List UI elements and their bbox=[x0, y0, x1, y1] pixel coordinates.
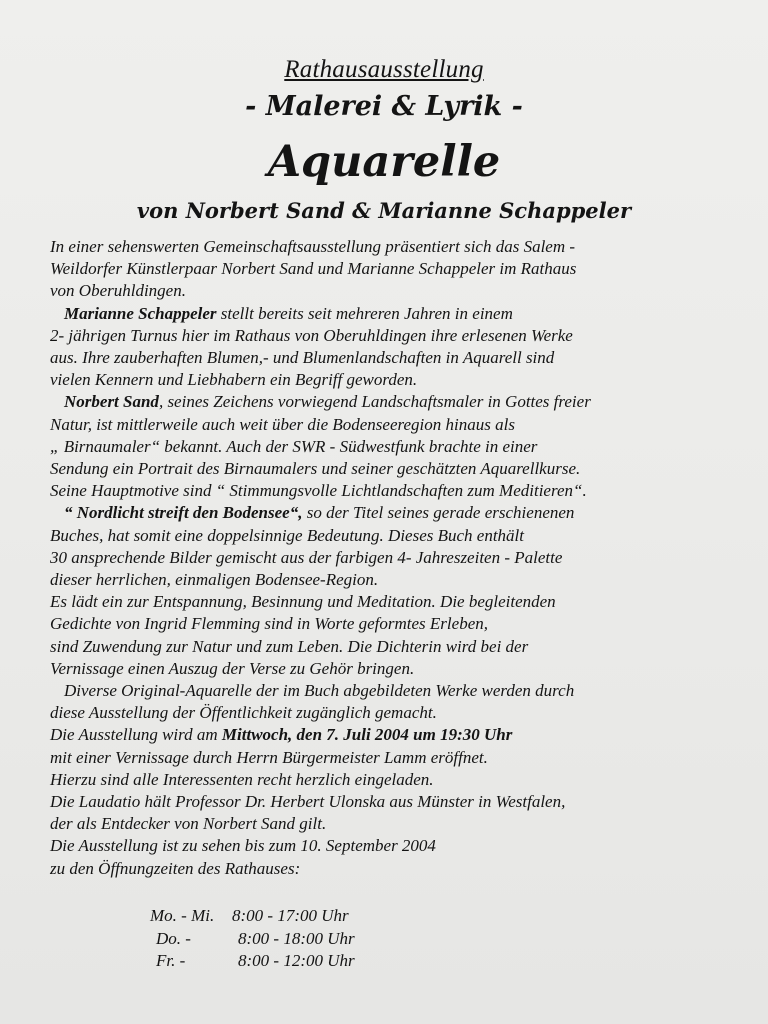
book-title: “ Nordlicht streift den Bodensee“, bbox=[64, 503, 303, 523]
text-line: zu den Öffnungzeiten des Rathauses: bbox=[50, 858, 301, 878]
text-line bbox=[50, 502, 750, 524]
text-line: 2- jährigen Turnus hier im Rathaus von Oberuhldingen ihre erlesenen Werke bbox=[50, 325, 573, 345]
hours-row bbox=[150, 905, 355, 928]
text-line: aus. Ihre zauberhaften Blumen,- und Blumenlandschaften in Aquarell sind bbox=[50, 348, 555, 368]
text-line: „ Birnaumaler“ bekannt. Auch der SWR - Südwestfunk brachte in einer bbox=[50, 436, 538, 456]
text-line: vielen Kennern und Liebhabern ein Begriff geworden. bbox=[50, 370, 418, 390]
article-body bbox=[50, 236, 750, 880]
hours-day: Mo. - Mi. bbox=[150, 906, 215, 925]
hours-row bbox=[150, 928, 355, 951]
text-line bbox=[50, 303, 750, 325]
hours-day: Fr. - bbox=[156, 951, 186, 970]
subtitle-heading: - Malerei & Lyrik - bbox=[245, 91, 523, 122]
text-line: Die Ausstellung ist zu sehen bis zum 10. September 2004 bbox=[50, 836, 436, 856]
text-line: Natur, ist mittlerweile auch weit über die Bodenseeregion hinaus als bbox=[50, 414, 515, 434]
text-line: von Oberuhldingen. bbox=[50, 281, 186, 301]
text-line: In einer sehenswerten Gemeinschaftsausstellung präsentiert sich das Salem - bbox=[50, 237, 576, 256]
text-line: Gedichte von Ingrid Flemming sind in Worte geformtes Erleben, bbox=[50, 614, 488, 634]
hours-time: 8:00 - 17:00 Uhr bbox=[232, 906, 349, 925]
text-line: Vernissage einen Auszug der Verse zu Gehör bringen. bbox=[50, 658, 415, 678]
text-line: Diverse Original-Aquarelle der im Buch abgebildeten Werke werden durch bbox=[64, 681, 575, 701]
opening-hours bbox=[150, 905, 355, 973]
opening-date: Mittwoch, den 7. Juli 2004 um 19:30 Uhr bbox=[221, 725, 513, 745]
text-line: mit einer Vernissage durch Herrn Bürgermeister Lamm eröffnet. bbox=[50, 747, 488, 767]
document-header bbox=[0, 54, 768, 226]
text-line: Die Laudatio hält Professor Dr. Herbert Ulonska aus Münster in Westfalen, bbox=[50, 792, 566, 812]
artist-name-schappeler: Marianne Schappeler bbox=[64, 303, 217, 323]
text-fragment: , seines Zeichens vorwiegend Landschaftsmaler in Gottes freier bbox=[158, 392, 591, 412]
text-line: Hierzu sind alle Interessenten recht herzlich eingeladen. bbox=[50, 769, 434, 789]
text-fragment: stellt bereits seit mehreren Jahren in einem bbox=[216, 303, 513, 323]
text-line: sind Zuwendung zur Natur und zum Leben. Die Dichterin wird bei der bbox=[50, 636, 529, 656]
byline: von Norbert Sand & Marianne Schappeler bbox=[136, 198, 632, 223]
text-line: der als Entdecker von Norbert Sand gilt. bbox=[50, 814, 327, 834]
artist-name-sand: Norbert Sand bbox=[64, 392, 159, 412]
text-line: diese Ausstellung der Öffentlichkeit zugänglich gemacht. bbox=[50, 703, 437, 723]
page-title: Aquarelle bbox=[267, 137, 501, 187]
text-line: Buches, hat somit eine doppelsinnige Bedeutung. Dieses Buch enthält bbox=[50, 525, 525, 545]
text-line: 30 ansprechende Bilder gemischt aus der farbigen 4- Jahreszeiten - Palette bbox=[50, 547, 563, 567]
text-fragment: so der Titel seines gerade erschienenen bbox=[302, 503, 575, 523]
hours-time: 8:00 - 18:00 Uhr bbox=[238, 928, 355, 948]
text-line: Seine Hauptmotive sind “ Stimmungsvolle Lichtlandschaften zum Meditieren“. bbox=[50, 481, 587, 501]
hours-time: 8:00 - 12:00 Uhr bbox=[238, 951, 355, 970]
text-line: Es lädt ein zur Entspannung, Besinnung und Meditation. Die begleitenden bbox=[50, 592, 556, 612]
text-fragment: Die Ausstellung wird am bbox=[50, 725, 222, 745]
kicker-heading: Rathausausstellung bbox=[284, 56, 484, 83]
text-line bbox=[50, 391, 750, 413]
hours-row bbox=[150, 950, 355, 973]
text-line: Sendung ein Portrait des Birnaumalers und seiner geschätzten Aquarellkurse. bbox=[50, 459, 581, 479]
hours-day: Do. - bbox=[156, 928, 191, 948]
text-line: Weildorfer Künstlerpaar Norbert Sand und Marianne Schappeler im Rathaus bbox=[50, 259, 577, 279]
text-line bbox=[50, 724, 750, 746]
text-line: dieser herrlichen, einmaligen Bodensee-Region. bbox=[50, 570, 379, 590]
